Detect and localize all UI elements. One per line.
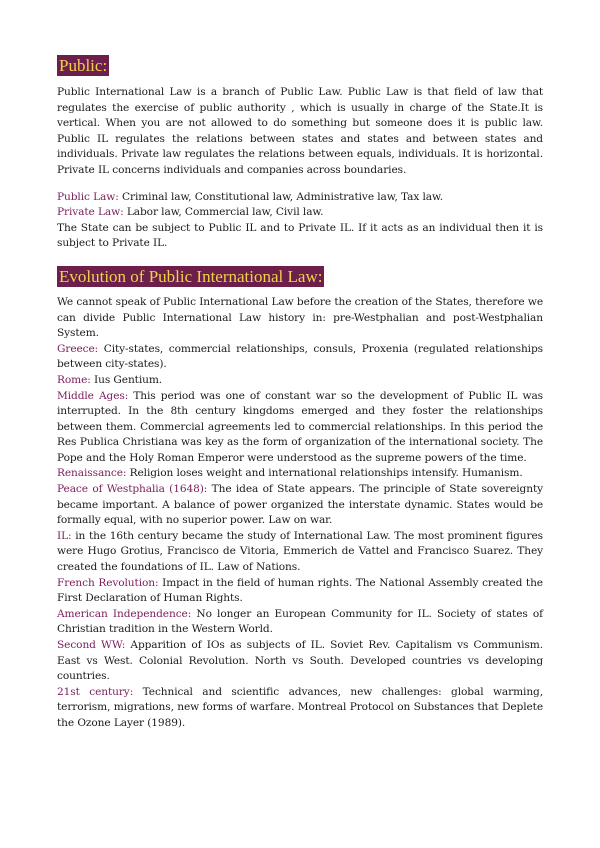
private-law-text: Labor law, Commercial law, Civil law.	[123, 206, 324, 219]
history-entry	[57, 607, 543, 638]
entry-term: Renaissance:	[57, 467, 127, 480]
entry-text: Technical and scientific advances, new challenges: global warming, terrorism, migrations, new forms of warfare. Montreal Protocol on Substances that Deplete the Ozone Layer (1989).	[57, 685, 543, 729]
entry-term: IL:	[57, 529, 72, 542]
evolution-heading: Evolution of Public International Law:	[59, 266, 323, 286]
entry-term: Rome:	[57, 373, 91, 386]
public-heading: Public:	[59, 56, 108, 75]
public-law-text: Criminal law, Constitutional law, Administrative law, Tax law.	[118, 190, 443, 203]
entry-term: Peace of Westphalia (1648):	[57, 483, 208, 496]
entry-term: American Independence:	[57, 607, 192, 620]
history-entry	[57, 342, 543, 373]
entry-text: This period was one of constant war so the development of Public IL was interrupted. In the 8th century kingdoms emerged and they foster the relationships between them. Commercial agreements led to commercial relationships. In this period the Res Publica Christiana was key as the form of organization of the international society. The Pope and the Holy Roman Emperor were understood as the supreme powers of the time.	[57, 389, 543, 464]
evolution-intro-paragraph: We cannot speak of Public International Law before the creation of the States, therefore we can divide Public International Law history in: pre-Westphalian and post-Westphalian System.	[57, 295, 543, 340]
entry-term: Second WW:	[57, 639, 126, 651]
entry-term: Middle Ages:	[57, 389, 129, 402]
public-law-term: Public Law:	[57, 190, 119, 203]
private-law-term: Private Law:	[57, 206, 124, 219]
entry-term: Greece:	[57, 342, 99, 355]
history-entry	[57, 466, 543, 482]
history-entry	[57, 373, 543, 389]
public-law-line	[57, 190, 543, 206]
entry-text: City-states, commercial relationships, consuls, Proxenia (regulated relationships between city-states).	[57, 342, 543, 371]
history-entry	[57, 529, 543, 576]
entry-term: 21st century:	[57, 685, 134, 698]
history-entry	[57, 638, 543, 685]
public-intro-paragraph: Public International Law is a branch of Public Law. Public Law is that field of law that regulates the exercise of public authority , which is usually in charge of the State.It is vertical. When you are not allowed to do something but someone does it is public law. Public IL regulates the relations between states and states and between states and individuals. Private law regulates the relations between equals, individuals. It is horizontal. Private IL concerns individuals and companies across boundaries.	[57, 86, 543, 176]
state-note-paragraph: The State can be subject to Public IL and to Private IL. If it acts as an individual then it is subject to Private IL.	[57, 221, 543, 250]
history-entry	[57, 685, 543, 732]
entry-text: No longer an European Community for IL. Society of states of Christian tradition in the Western World.	[57, 607, 544, 636]
entry-text: in the 16th century became the study of International Law. The most prominent figures were Hugo Grotius, Francisco de Vitoria, Emmerich de Vattel and Francisco Suarez. They created the foundations of IL. Law of Nations.	[57, 529, 543, 574]
history-entry	[57, 389, 543, 467]
entry-text: Apparition of IOs as subjects of IL. Soviet Rev. Capitalism vs Communism. East vs West. Colonial Revolution. North vs South. Developed countries vs developing countries.	[57, 639, 543, 683]
entry-text: Impact in the field of human rights. The National Assembly created the First Declaration of Human Rights.	[57, 576, 543, 605]
spacer	[57, 179, 543, 190]
private-law-line	[57, 205, 543, 221]
entry-text: The idea of State appears. The principle of State sovereignty became important. A balance of power organized the interstate dynamic. States would be formally equal, with no superior power. Law on war.	[57, 483, 543, 527]
entry-term: French Revolution:	[57, 576, 159, 589]
entry-text: Ius Gentium.	[90, 373, 163, 386]
history-entry	[57, 482, 543, 529]
history-entry	[57, 576, 543, 607]
entry-text: Religion loses weight and international relationships intensify. Humanism.	[126, 467, 523, 480]
